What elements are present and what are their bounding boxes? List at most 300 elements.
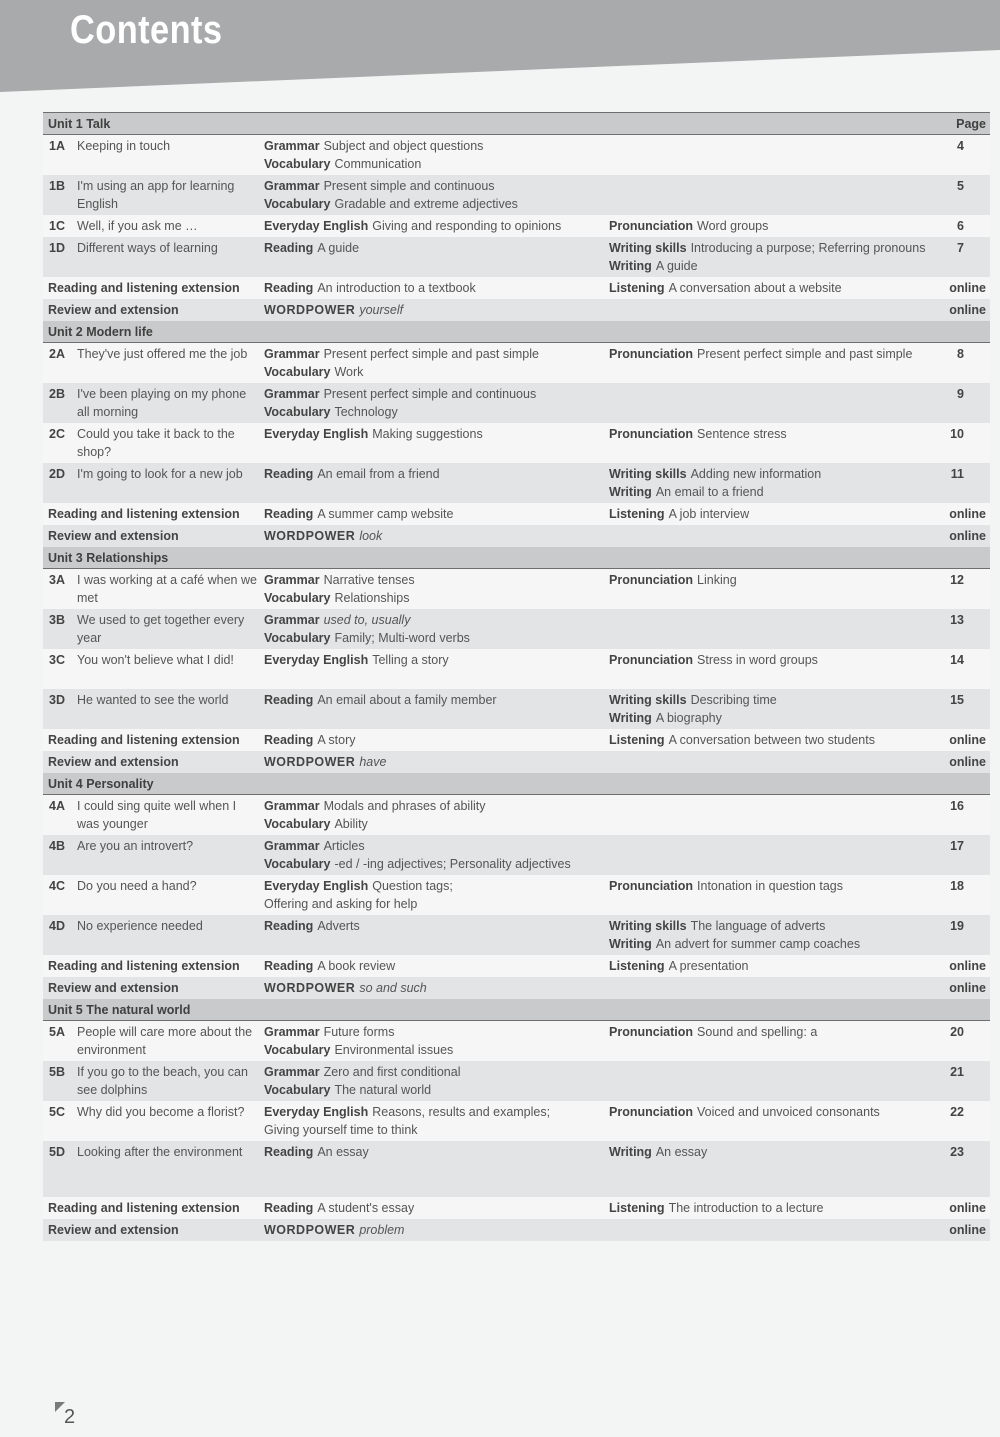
topic-line [264, 895, 604, 913]
topic-line [264, 571, 604, 589]
topic-column [264, 979, 604, 997]
extension-row [43, 955, 990, 977]
topic-line [609, 1143, 954, 1161]
page-column-label: Page [956, 116, 986, 131]
topic-value: A book review [317, 959, 396, 973]
page-ref: online [949, 281, 986, 295]
topic-label: Vocabulary [264, 631, 331, 645]
topic-column [264, 651, 604, 669]
topic-label: Writing [609, 259, 652, 273]
lesson-code: 4B [49, 839, 65, 853]
topic-column [264, 917, 604, 935]
skills-column [609, 917, 954, 953]
page-ref: 20 [950, 1025, 964, 1039]
page-ref: online [949, 1201, 986, 1215]
lesson-code: 3A [49, 573, 65, 587]
topic-label: Vocabulary [264, 405, 331, 419]
topic-label: Grammar [264, 347, 320, 361]
page-ref: 7 [957, 241, 964, 255]
skills-column [609, 505, 954, 523]
lesson-title: I'm using an app for learning English [77, 179, 235, 211]
topic-label: Writing skills [609, 241, 687, 255]
topic-line [609, 651, 954, 669]
topic-label: Grammar [264, 799, 320, 813]
topic-value: The natural world [334, 1083, 432, 1097]
topic-line [264, 629, 604, 647]
lesson-code: 5D [49, 1145, 65, 1159]
topic-label: Pronunciation [609, 1105, 694, 1119]
lesson-title: Well, if you ask me … [77, 219, 198, 233]
topic-label: Vocabulary [264, 1043, 331, 1057]
topic-value: Gradable and extreme adjectives [334, 197, 518, 211]
topic-value: have [359, 755, 387, 769]
page-ref: 23 [950, 1145, 964, 1159]
topic-label: Reading [264, 1145, 314, 1159]
lesson-title: I was working at a café when we met [77, 573, 257, 605]
topic-label: Pronunciation [609, 879, 694, 893]
topic-line [264, 957, 604, 975]
topic-line [264, 195, 604, 213]
topic-value: used to, usually [323, 613, 411, 627]
topic-value: Introducing a purpose; Referring pronouns [690, 241, 926, 255]
lesson-code: 5A [49, 1025, 65, 1039]
topic-line [609, 1023, 954, 1041]
page-ref: 21 [950, 1065, 964, 1079]
extension-row [43, 299, 990, 321]
extension-row [43, 1197, 990, 1219]
topic-value: Adverts [317, 919, 360, 933]
topic-label: Reading [264, 241, 314, 255]
extension-row [43, 729, 990, 751]
topic-line [609, 425, 954, 443]
topic-label: Grammar [264, 839, 320, 853]
topic-line [264, 1063, 604, 1081]
topic-column [264, 301, 604, 319]
unit-title: Unit 4 Personality [48, 776, 154, 791]
topic-line [264, 1221, 604, 1239]
lesson-code: 2A [49, 347, 65, 361]
skills-column [609, 1103, 954, 1121]
lesson-title: If you go to the beach, you can see dolphins [77, 1065, 248, 1097]
topic-line [264, 797, 604, 815]
topic-value: An introduction to a textbook [317, 281, 476, 295]
topic-value: Work [334, 365, 364, 379]
topic-label: Reading [264, 281, 314, 295]
topic-label: Writing [609, 485, 652, 499]
topic-label: Reading [264, 467, 314, 481]
page-ref: 17 [950, 839, 964, 853]
lesson-title: You won't believe what I did! [77, 653, 234, 667]
lesson-title: I've been playing on my phone all morning [77, 387, 247, 419]
page-ref: 16 [950, 799, 964, 813]
topic-value: Present perfect simple and continuous [323, 387, 537, 401]
topic-label: Listening [609, 281, 665, 295]
topic-label: Pronunciation [609, 573, 694, 587]
topic-line [609, 957, 954, 975]
topic-value: An email about a family member [317, 693, 497, 707]
lesson-code: 1A [49, 139, 65, 153]
lesson-code: 3D [49, 693, 65, 707]
skills-column [609, 1023, 954, 1041]
page-title: Contents [70, 8, 223, 52]
topic-line [609, 239, 954, 257]
topic-label: Writing [609, 1145, 652, 1159]
lesson-title: People will care more about the environment [77, 1025, 253, 1057]
topic-value: Voiced and unvoiced consonants [697, 1105, 880, 1119]
topic-label: Writing [609, 937, 652, 951]
extension-title: Reading and listening extension [48, 281, 240, 295]
extension-title: Reading and listening extension [48, 1201, 240, 1215]
topic-value: Sentence stress [697, 427, 787, 441]
topic-line [609, 571, 954, 589]
topic-line [264, 301, 604, 319]
lesson-title: Why did you become a florist? [77, 1105, 245, 1119]
topic-label: Pronunciation [609, 1025, 694, 1039]
topic-label: Listening [609, 1201, 665, 1215]
topic-value: -ed / -ing adjectives; Personality adjectives [334, 857, 571, 871]
extension-row [43, 277, 990, 299]
topic-label: WORDPOWER [264, 981, 356, 995]
topic-column [264, 465, 604, 483]
topic-value: The introduction to a lecture [668, 1201, 824, 1215]
skills-column [609, 877, 954, 895]
topic-value: Giving and responding to opinions [372, 219, 562, 233]
topic-value: Relationships [334, 591, 410, 605]
topic-value: Zero and first conditional [323, 1065, 461, 1079]
topic-line [264, 239, 604, 257]
page-ref: 14 [950, 653, 964, 667]
lesson-row [43, 835, 990, 875]
skills-column [609, 571, 954, 589]
lesson-title: No experience needed [77, 919, 203, 933]
topic-value: A summer camp website [317, 507, 454, 521]
lesson-row [43, 463, 990, 503]
topic-label: Everyday English [264, 219, 369, 233]
lesson-title: Looking after the environment [77, 1145, 243, 1159]
skills-column [609, 957, 954, 975]
topic-label: WORDPOWER [264, 755, 356, 769]
topic-value: Offering and asking for help [264, 897, 418, 911]
topic-label: Pronunciation [609, 653, 694, 667]
extension-title: Review and extension [48, 1223, 179, 1237]
lesson-code: 2D [49, 467, 65, 481]
topic-line [264, 651, 604, 669]
topic-line [264, 1081, 604, 1099]
topic-column [264, 731, 604, 749]
topic-line [609, 691, 954, 709]
topic-line [264, 979, 604, 997]
topic-column [264, 1221, 604, 1239]
topic-value: Present perfect simple and past simple [323, 347, 539, 361]
topic-line [264, 385, 604, 403]
page-number: 2 [64, 1406, 76, 1428]
topic-line [264, 137, 604, 155]
lesson-row [43, 689, 990, 729]
topic-line [264, 217, 604, 235]
topic-line [609, 731, 954, 749]
lesson-row [43, 1101, 990, 1141]
lesson-code: 3B [49, 613, 65, 627]
lesson-title: We used to get together every year [77, 613, 245, 645]
skills-column [609, 217, 954, 235]
topic-value: Technology [334, 405, 398, 419]
topic-value: Present perfect simple and past simple [697, 347, 913, 361]
unit-header [43, 773, 990, 795]
topic-line [264, 815, 604, 833]
lesson-title: Could you take it back to the shop? [77, 427, 235, 459]
lesson-row [43, 237, 990, 277]
lesson-title: I'm going to look for a new job [77, 467, 243, 481]
topic-column [264, 385, 604, 421]
topic-value: A presentation [668, 959, 749, 973]
topic-value: A job interview [668, 507, 750, 521]
topic-line [264, 279, 604, 297]
topic-label: Grammar [264, 179, 320, 193]
topic-value: A conversation about a website [668, 281, 842, 295]
extension-title: Review and extension [48, 755, 179, 769]
topic-label: Vocabulary [264, 817, 331, 831]
topic-column [264, 1063, 604, 1099]
topic-value: Describing time [690, 693, 777, 707]
topic-line [609, 1103, 954, 1121]
topic-value: An email from a friend [317, 467, 440, 481]
page-ref: 12 [950, 573, 964, 587]
topic-column [264, 137, 604, 173]
topic-column [264, 1023, 604, 1059]
unit-title: Unit 1 Talk [48, 116, 111, 131]
lesson-row [43, 1021, 990, 1061]
topic-label: Pronunciation [609, 347, 694, 361]
lesson-code: 4D [49, 919, 65, 933]
page-ref: online [949, 981, 986, 995]
topic-column [264, 505, 604, 523]
unit-title: Unit 2 Modern life [48, 324, 153, 339]
topic-label: Listening [609, 733, 665, 747]
topic-line [264, 837, 604, 855]
topic-label: Vocabulary [264, 197, 331, 211]
topic-value: Modals and phrases of ability [323, 799, 486, 813]
page-ref: 13 [950, 613, 964, 627]
topic-line [609, 465, 954, 483]
unit-header [43, 321, 990, 343]
topic-column [264, 279, 604, 297]
topic-label: Pronunciation [609, 219, 694, 233]
page-ref: online [949, 1223, 986, 1237]
lesson-row [43, 1141, 990, 1197]
topic-column [264, 345, 604, 381]
topic-label: Grammar [264, 387, 320, 401]
lesson-code: 1D [49, 241, 65, 255]
lesson-title: Different ways of learning [77, 241, 218, 255]
topic-line [609, 1199, 954, 1217]
topic-value: An essay [317, 1145, 369, 1159]
topic-line [264, 1023, 604, 1041]
topic-line [264, 855, 604, 873]
topic-value: A guide [655, 259, 698, 273]
topic-value: Narrative tenses [323, 573, 415, 587]
lesson-title: Keeping in touch [77, 139, 171, 153]
extension-row [43, 525, 990, 547]
topic-value: look [359, 529, 383, 543]
extension-row [43, 1219, 990, 1241]
topic-value: Future forms [323, 1025, 395, 1039]
topic-label: WORDPOWER [264, 529, 356, 543]
topic-value: An advert for summer camp coaches [655, 937, 861, 951]
topic-value: Telling a story [372, 653, 449, 667]
lesson-title: They've just offered me the job [77, 347, 248, 361]
topic-line [264, 1103, 604, 1121]
topic-line [264, 1041, 604, 1059]
topic-line [264, 691, 604, 709]
skills-column [609, 731, 954, 749]
topic-value: Making suggestions [372, 427, 483, 441]
extension-row [43, 977, 990, 999]
skills-column [609, 1143, 954, 1161]
topic-line [264, 155, 604, 173]
extension-title: Review and extension [48, 303, 179, 317]
topic-value: A guide [317, 241, 360, 255]
lesson-code: 2C [49, 427, 65, 441]
topic-column [264, 957, 604, 975]
lesson-code: 5C [49, 1105, 65, 1119]
topic-line [264, 527, 604, 545]
skills-column [609, 691, 954, 727]
lesson-code: 2B [49, 387, 65, 401]
topic-value: A conversation between two students [668, 733, 875, 747]
topic-label: Writing skills [609, 919, 687, 933]
lesson-row [43, 795, 990, 835]
lesson-title: Are you an introvert? [77, 839, 194, 853]
page-ref: 22 [950, 1105, 964, 1119]
topic-line [264, 611, 604, 629]
lesson-row [43, 135, 990, 175]
topic-line [609, 935, 954, 953]
topic-line [264, 589, 604, 607]
topic-value: yourself [359, 303, 404, 317]
topic-line [264, 877, 604, 895]
lesson-row [43, 175, 990, 215]
topic-label: Reading [264, 507, 314, 521]
topic-label: Vocabulary [264, 1083, 331, 1097]
extension-row [43, 751, 990, 773]
lesson-row [43, 215, 990, 237]
lesson-title: I could sing quite well when I was younger [77, 799, 237, 831]
topic-line [264, 753, 604, 771]
topic-value: Word groups [697, 219, 769, 233]
unit-title: Unit 5 The natural world [48, 1002, 191, 1017]
skills-column [609, 279, 954, 297]
topic-line [264, 465, 604, 483]
topic-value: Ability [334, 817, 368, 831]
topic-label: Reading [264, 959, 314, 973]
unit-header [43, 999, 990, 1021]
extension-title: Review and extension [48, 529, 179, 543]
topic-label: Grammar [264, 1065, 320, 1079]
topic-label: Reading [264, 733, 314, 747]
topic-value: Question tags; [372, 879, 453, 893]
topic-value: Articles [323, 839, 365, 853]
topic-line [264, 505, 604, 523]
topic-column [264, 177, 604, 213]
topic-value: Subject and object questions [323, 139, 484, 153]
topic-label: Everyday English [264, 1105, 369, 1119]
lesson-title: Do you need a hand? [77, 879, 197, 893]
topic-line [264, 363, 604, 381]
page-ref: online [949, 959, 986, 973]
topic-value: An email to a friend [655, 485, 764, 499]
topic-value: so and such [359, 981, 427, 995]
topic-label: Everyday English [264, 653, 369, 667]
topic-value: Stress in word groups [697, 653, 818, 667]
topic-line [264, 403, 604, 421]
topic-column [264, 753, 604, 771]
topic-label: Writing [609, 711, 652, 725]
topic-column [264, 797, 604, 833]
unit-title: Unit 3 Relationships [48, 550, 169, 565]
topic-line [609, 217, 954, 235]
page-ref: 6 [957, 219, 964, 233]
topic-value: Linking [697, 573, 737, 587]
lesson-code: 1B [49, 179, 65, 193]
skills-column [609, 239, 954, 275]
lesson-code: 1C [49, 219, 65, 233]
topic-line [264, 425, 604, 443]
lesson-code: 4C [49, 879, 65, 893]
topic-label: Reading [264, 693, 314, 707]
topic-column [264, 1199, 604, 1217]
topic-label: WORDPOWER [264, 1223, 356, 1237]
page-ref: online [949, 303, 986, 317]
topic-value: Adding new information [690, 467, 822, 481]
lesson-code: 3C [49, 653, 65, 667]
lesson-row [43, 609, 990, 649]
topic-label: Vocabulary [264, 157, 331, 171]
extension-title: Reading and listening extension [48, 733, 240, 747]
topic-label: Vocabulary [264, 591, 331, 605]
skills-column [609, 1199, 954, 1217]
topic-line [609, 483, 954, 501]
topic-value: problem [359, 1223, 405, 1237]
page-ref: 11 [950, 467, 964, 481]
skills-column [609, 425, 954, 443]
topic-column [264, 571, 604, 607]
topic-label: Grammar [264, 573, 320, 587]
topic-label: Pronunciation [609, 427, 694, 441]
topic-line [609, 877, 954, 895]
topic-line [609, 345, 954, 363]
topic-line [609, 279, 954, 297]
topic-label: Vocabulary [264, 857, 331, 871]
topic-column [264, 1143, 604, 1161]
topic-value: An essay [655, 1145, 708, 1159]
topic-label: Listening [609, 959, 665, 973]
topic-column [264, 239, 604, 257]
page-ref: 4 [957, 139, 964, 153]
page-ref: online [949, 755, 986, 769]
topic-label: Grammar [264, 1025, 320, 1039]
topic-line [264, 345, 604, 363]
page-ref: online [949, 507, 986, 521]
topic-value: Environmental issues [334, 1043, 454, 1057]
topic-line [609, 917, 954, 935]
lesson-row [43, 383, 990, 423]
topic-label: Vocabulary [264, 365, 331, 379]
topic-column [264, 1103, 604, 1139]
unit-header [43, 113, 990, 135]
topic-label: WORDPOWER [264, 303, 356, 317]
lesson-row [43, 1061, 990, 1101]
page-ref: 9 [957, 387, 964, 401]
